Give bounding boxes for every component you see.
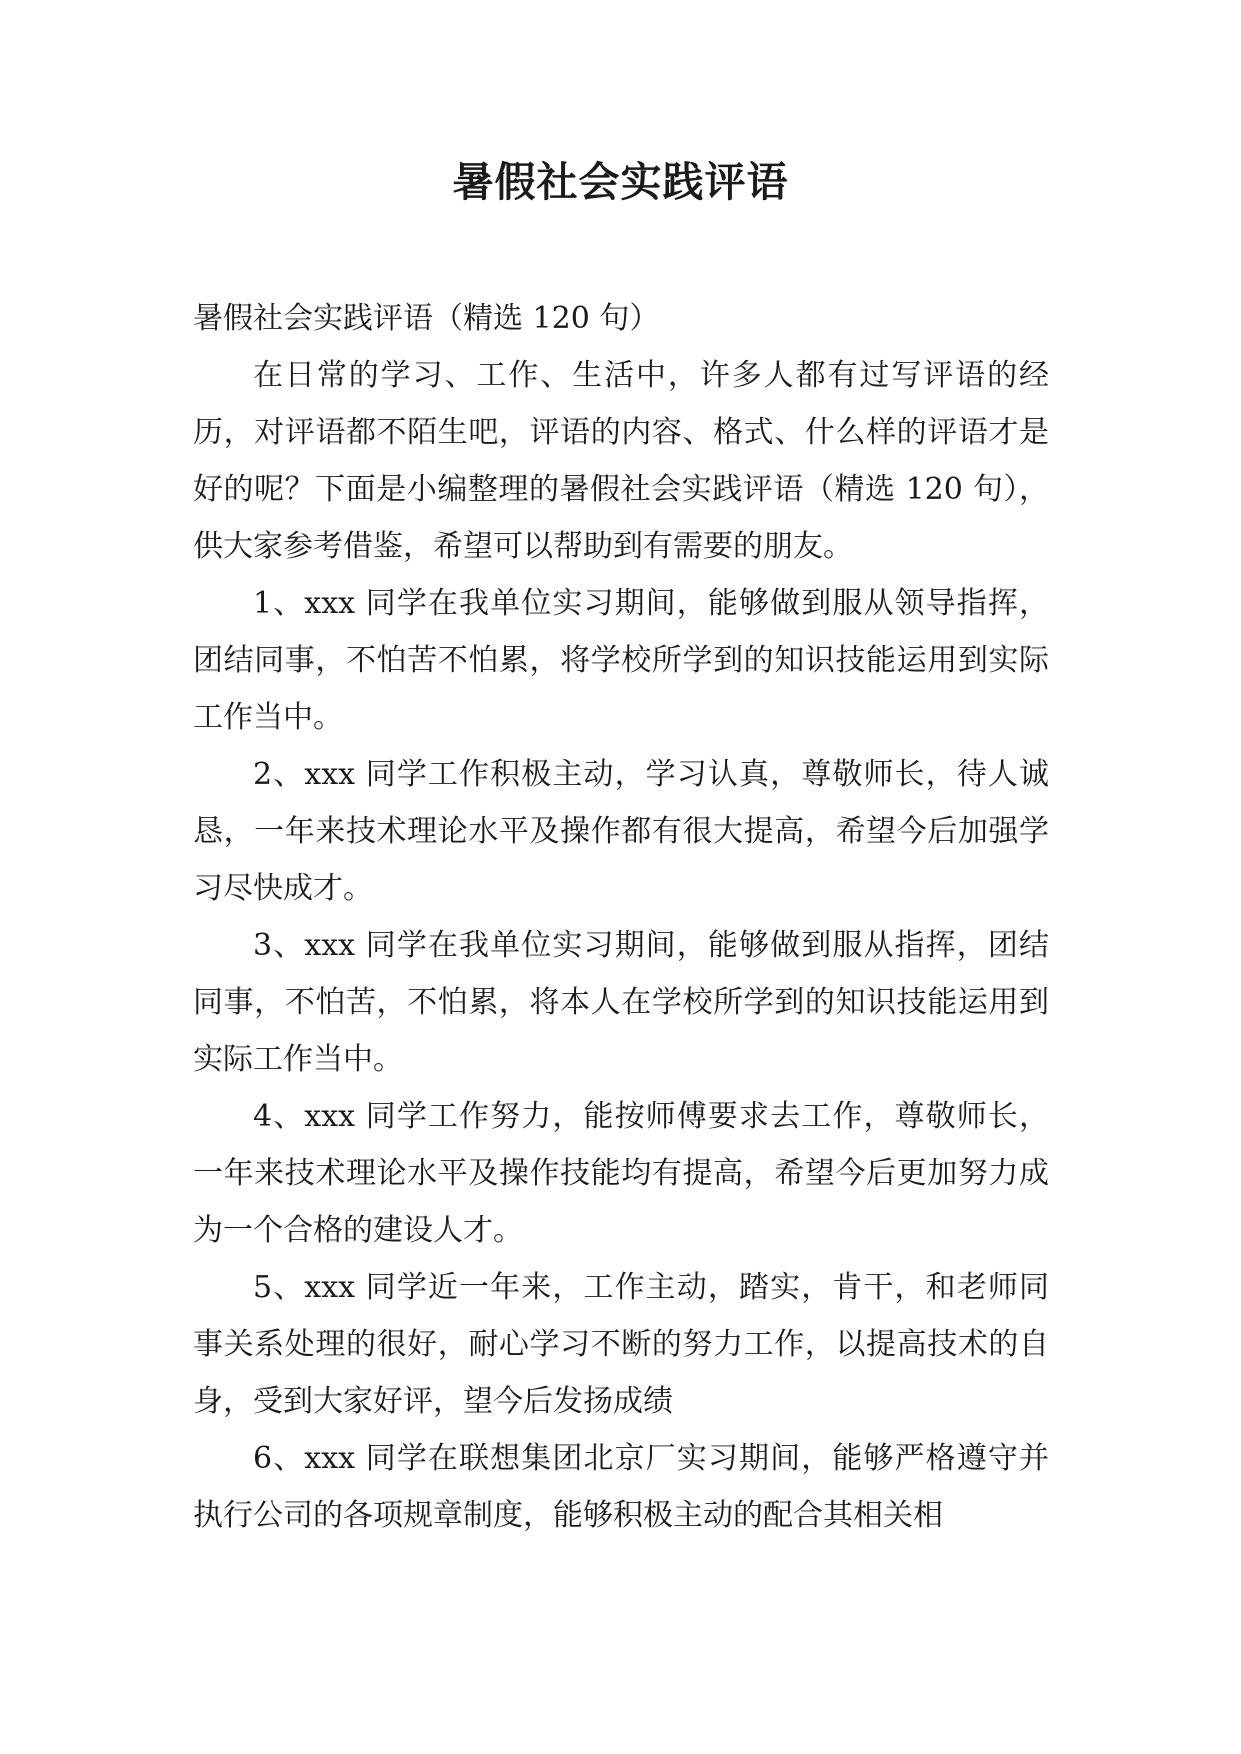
comment-paragraph-5: 5、xxx 同学近一年来，工作主动，踏实，肯干，和老师同事关系处理的很好，耐心学习不断的努力工作，以提高技术的自身，受到大家好评，望今后发扬成绩 [193,1270,1049,1419]
document-subtitle: 暑假社会实践评语（精选 120 句） [193,301,660,336]
comment-paragraph-6: 6、xxx 同学在联想集团北京厂实习期间，能够严格遵守并执行公司的各项规章制度，能够积极主动的配合其相关相 [193,1441,1049,1533]
comment-paragraph-2: 2、xxx 同学工作积极主动，学习认真，尊敬师长，待人诚恳，一年来技术理论水平及操作都有很大提高，希望今后加强学习尽快成才。 [193,757,1049,906]
comment-paragraph-1: 1、xxx 同学在我单位实习期间，能够做到服从领导指挥，团结同事，不怕苦不怕累，将学校所学到的知识技能运用到实际工作当中。 [193,586,1049,735]
intro-paragraph: 在日常的学习、工作、生活中，许多人都有过写评语的经历，对评语都不陌生吧，评语的内容、格式、什么样的评语才是好的呢？下面是小编整理的暑假社会实践评语（精选 120 句），供大家参考借鉴，希望可以帮助到有需要的朋友。 [193,358,1049,564]
comment-paragraph-3: 3、xxx 同学在我单位实习期间，能够做到服从指挥，团结同事，不怕苦，不怕累，将本人在学校所学到的知识技能运用到实际工作当中。 [193,928,1049,1077]
document-body [193,290,1049,1544]
comment-paragraph-4: 4、xxx 同学工作努力，能按师傅要求去工作，尊敬师长，一年来技术理论水平及操作技能均有提高，希望今后更加努力成为一个合格的建设人才。 [193,1099,1049,1248]
document-title: 暑假社会实践评语 [452,158,789,206]
